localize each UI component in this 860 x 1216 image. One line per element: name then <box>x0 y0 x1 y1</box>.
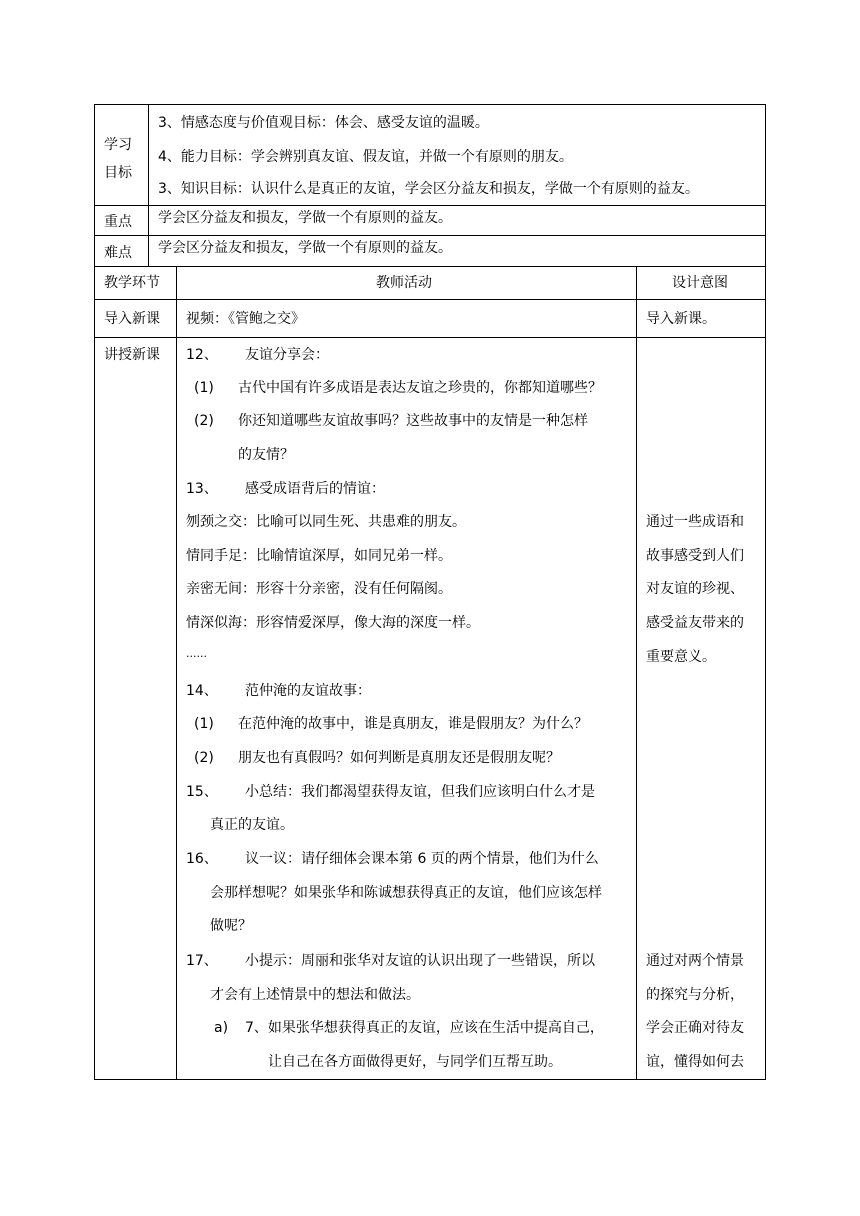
row-divider-difficulty <box>94 266 766 267</box>
list-num: (1) <box>194 380 214 396</box>
table-border-left <box>94 104 95 1080</box>
list-item: 7、如果张华想获得真正的友谊，应该在生活中提高自己， <box>245 1020 604 1036</box>
intent-text: 谊，懂得如何去 <box>646 1054 744 1070</box>
intro-intent: 导入新课。 <box>646 311 716 327</box>
list-item: 古代中国有许多成语是表达友谊之珍贵的，你都知道哪些？ <box>238 380 602 396</box>
list-item: 的友情？ <box>238 447 294 463</box>
list-num: (2) <box>194 413 214 429</box>
list-item: 情深似海：形容情爱深厚，像大海的深度一样。 <box>186 615 480 631</box>
list-num: 17、 <box>186 953 218 969</box>
difficulty-text: 学会区分益友和损友，学做一个有原则的益友。 <box>158 240 452 256</box>
objective-item: 3、情感态度与价值观目标：体会、感受友谊的温暖。 <box>158 115 489 131</box>
key-point-text: 学会区分益友和损友，学做一个有原则的益友。 <box>158 210 452 226</box>
intent-text: 对友谊的珍视、 <box>646 581 744 597</box>
list-item: ...... <box>186 647 207 660</box>
header-stage: 教学环节 <box>104 275 160 291</box>
intent-text: 感受益友带来的 <box>646 615 744 631</box>
intent-column-divider <box>636 266 637 1080</box>
list-item: 亲密无间：形容十分亲密，没有任何隔阂。 <box>186 581 452 597</box>
list-item: 情同手足：比喻情谊深厚，如同兄弟一样。 <box>186 548 452 564</box>
list-item: 议一议：请仔细体会课本第 6 页的两个情景，他们为什么 <box>245 851 599 867</box>
list-num: 12、 <box>186 347 218 363</box>
list-item: 让自己在各方面做得更好，与同学们互帮互助。 <box>268 1054 562 1070</box>
header-activity: 教师活动 <box>376 275 432 291</box>
list-item: 会那样想呢？如果张华和陈诚想获得真正的友谊，他们应该怎样 <box>210 885 602 901</box>
list-item: 友谊分享会： <box>245 347 329 363</box>
list-item: 范仲淹的友谊故事： <box>245 683 371 699</box>
list-item: 真正的友谊。 <box>210 817 294 833</box>
objective-item: 4、能力目标：学会辨别真友谊、假友谊，并做一个有原则的朋友。 <box>158 149 573 165</box>
list-item: 小总结：我们都渴望获得友谊，但我们应该明白什么才是 <box>245 784 595 800</box>
list-num: (1) <box>194 716 214 732</box>
table-border-top <box>94 104 766 105</box>
list-num: 16、 <box>186 851 218 867</box>
row-divider-objectives <box>94 205 766 206</box>
intent-text: 重要意义。 <box>646 649 716 665</box>
list-num: (2) <box>194 750 214 766</box>
row-divider-header <box>94 299 766 300</box>
key-point-label: 重点 <box>104 214 132 230</box>
list-num: a) <box>214 1020 229 1036</box>
list-num: 13、 <box>186 481 218 497</box>
table-border-right <box>765 104 766 1080</box>
list-num: 14、 <box>186 683 218 699</box>
list-item: 刎颈之交：比喻可以同生死、共患难的朋友。 <box>186 514 466 530</box>
objectives-label: 学习 <box>104 137 132 153</box>
intent-text: 通过对两个情景 <box>646 953 744 969</box>
table-border-bottom <box>94 1079 766 1080</box>
row-divider-keypoint <box>94 235 766 236</box>
list-item: 朋友也有真假吗？如何判断是真朋友还是假朋友呢？ <box>238 750 560 766</box>
list-item: 在范仲淹的故事中，谁是真朋友，谁是假朋友？为什么？ <box>238 716 588 732</box>
stage-column-divider <box>176 266 177 1080</box>
label-column-divider <box>148 104 149 266</box>
objectives-label: 目标 <box>104 165 132 181</box>
intent-text: 通过一些成语和 <box>646 514 744 530</box>
list-num: 15、 <box>186 784 218 800</box>
intro-activity: 视频：《管鲍之交》 <box>186 311 305 327</box>
intro-stage: 导入新课 <box>104 311 160 327</box>
list-item: 小提示：周丽和张华对友谊的认识出现了一些错误，所以 <box>245 953 595 969</box>
list-item: 感受成语背后的情谊： <box>245 481 385 497</box>
list-item: 你还知道哪些友谊故事吗？这些故事中的友情是一种怎样 <box>238 413 588 429</box>
header-intent: 设计意图 <box>672 275 728 291</box>
intent-text: 故事感受到人们 <box>646 548 744 564</box>
intent-text: 的探究与分析， <box>646 987 744 1003</box>
intent-text: 学会正确对待友 <box>646 1020 744 1036</box>
row-divider-intro <box>94 337 766 338</box>
teaching-stage: 讲授新课 <box>104 347 160 363</box>
list-item: 做呢？ <box>210 918 252 934</box>
list-item: 才会有上述情景中的想法和做法。 <box>210 987 420 1003</box>
objective-item: 3、知识目标：认识什么是真正的友谊，学会区分益友和损友，学做一个有原则的益友。 <box>158 181 699 197</box>
difficulty-label: 难点 <box>104 245 132 261</box>
